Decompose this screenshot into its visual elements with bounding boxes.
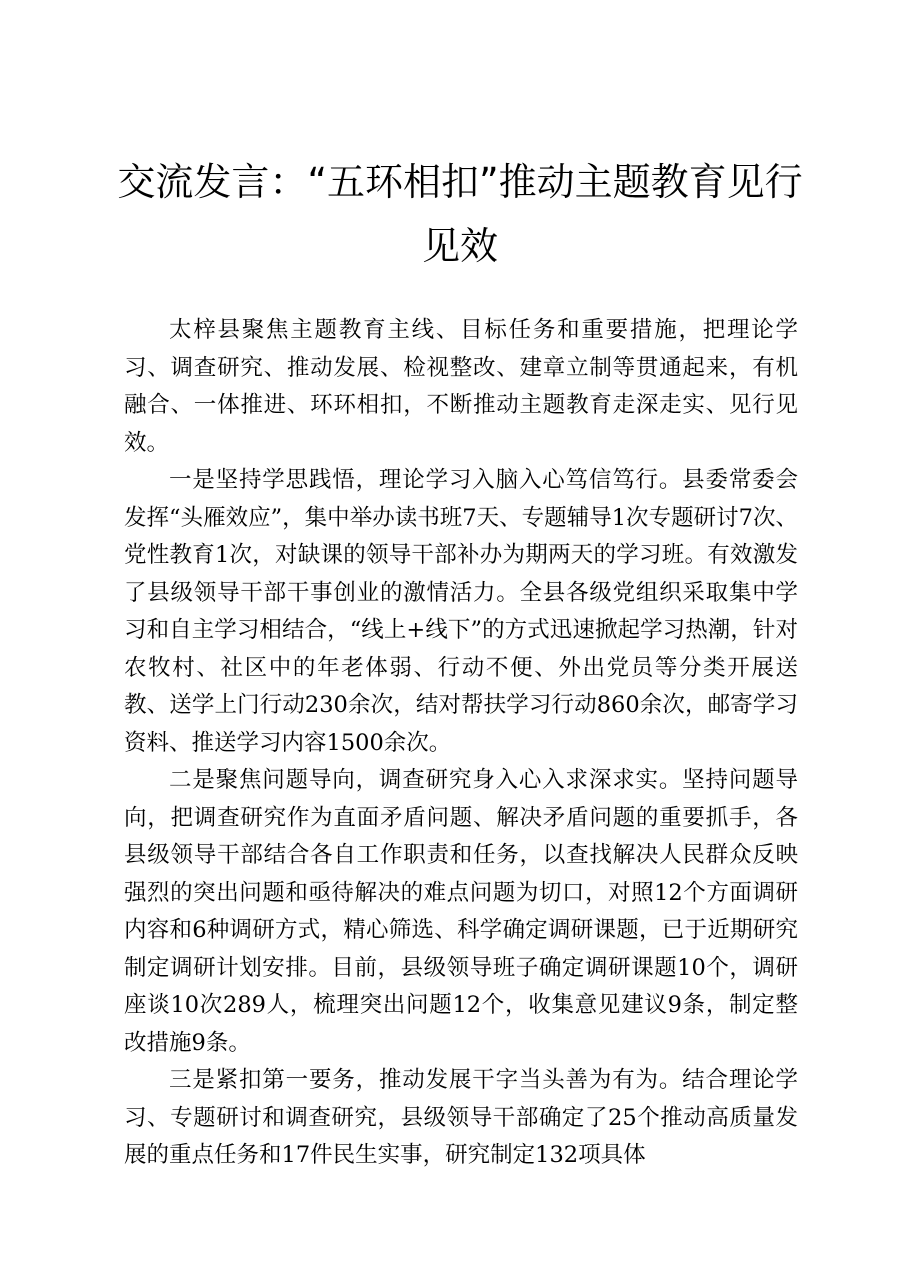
paragraph-research: 二是聚焦问题导向，调查研究身入心入求深求实。坚持问题导向，把调查研究作为直面矛盾问题、解决矛盾问题的重要抓手，各县级领导干部结合各自工作职责和任务，以查找解决人民群众反映强烈的突出问题和亟待解决的难点问题为切口，对照12个方面调研内容和6种调研方式，精心筛选、科学确定调研课题，已于近期研究制定调研计划安排。目前，县级领导班子确定调研课题10个，调研座谈10次289人，梳理突出问题12个，收集意见建议9条，制定整改措施9条。 [124, 767, 798, 1056]
paragraph-intro: 太梓县聚焦主题教育主线、目标任务和重要措施，把理论学习、调查研究、推动发展、检视整改、建章立制等贯通起来，有机融合、一体推进、环环相扣，不断推动主题教育走深走实、见行见效。 [124, 317, 798, 456]
document-title: 交流发言：“五环相扣”推动主题教育见行见效 [117, 160, 803, 268]
paragraph-theory-study: 一是坚持学思践悟，理论学习入脑入心笃信笃行。县委常委会发挥“头雁效应”，集中举办读书班7天、专题辅导1次专题研讨7次、党性教育1次，对缺课的领导干部补办为期两天的学习班。有效激发了县级领导干部干事创业的激情活力。全县各级党组织采取集中学习和自主学习相结合，“线上+线下”的方式迅速掀起学习热潮，针对农牧村、社区中的年老体弱、行动不便、外出党员等分类开展送教、送学上门行动230余次，结对帮扶学习行动860余次，邮寄学习资料、推送学习内容1500余次。 [124, 467, 798, 756]
paragraph-development: 三是紧扣第一要务，推动发展干字当头善为有为。结合理论学习、专题研讨和调查研究，县级领导干部确定了25个推动高质量发展的重点任务和17件民生实事，研究制定132项具体 [124, 1067, 798, 1168]
document-body [124, 312, 798, 1175]
